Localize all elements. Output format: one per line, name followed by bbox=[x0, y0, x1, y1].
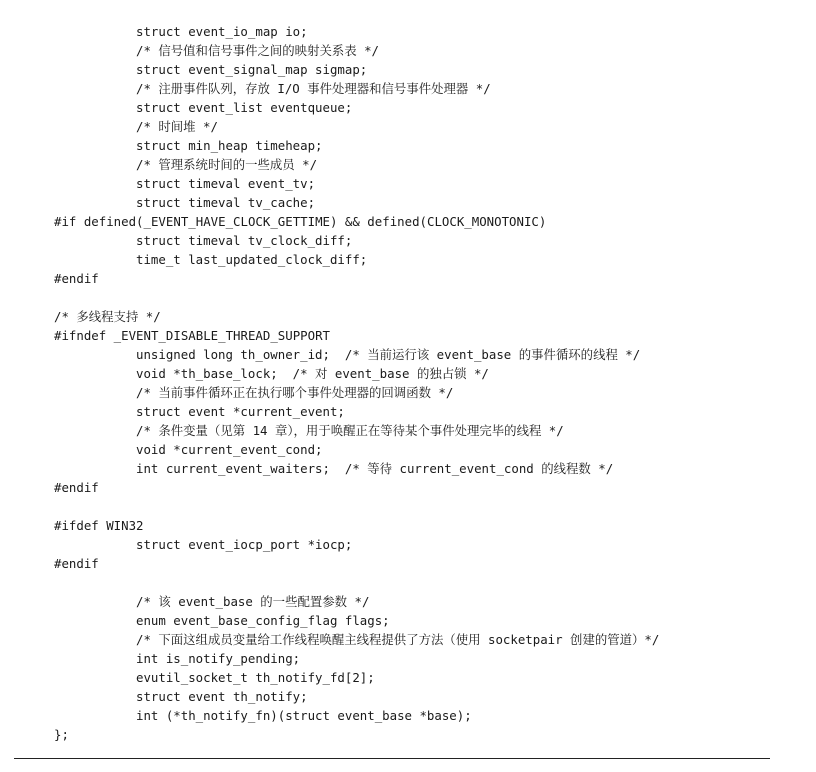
code-line: #if defined(_EVENT_HAVE_CLOCK_GETTIME) && defined(CLOCK_MONOTONIC) bbox=[54, 214, 547, 229]
bottom-rule bbox=[14, 758, 770, 759]
code-line: }; bbox=[54, 727, 69, 742]
code-line: #ifndef _EVENT_DISABLE_THREAD_SUPPORT bbox=[54, 328, 331, 343]
code-line: #endif bbox=[54, 480, 99, 495]
code-line: struct timeval tv_cache; bbox=[136, 195, 316, 210]
code-line: enum event_base_config_flag flags; bbox=[136, 613, 390, 628]
code-line: struct event_signal_map sigmap; bbox=[136, 62, 368, 77]
code-line: struct min_heap timeheap; bbox=[136, 138, 323, 153]
code-line: struct event *current_event; bbox=[136, 404, 345, 419]
code-line: struct event th_notify; bbox=[136, 689, 308, 704]
code-line: unsigned long th_owner_id; /* 当前运行该 event_base 的事件循环的线程 */ bbox=[136, 347, 641, 362]
code-line: struct event_io_map io; bbox=[136, 24, 308, 39]
blank-line bbox=[0, 573, 816, 592]
blank-line bbox=[0, 288, 816, 307]
code-line: evutil_socket_t th_notify_fd[2]; bbox=[136, 670, 375, 685]
code-line: struct event_list eventqueue; bbox=[136, 100, 353, 115]
code-line: int is_notify_pending; bbox=[136, 651, 301, 666]
code-line: /* 注册事件队列，存放 I/O 事件处理器和信号事件处理器 */ bbox=[136, 81, 491, 96]
code-line: #endif bbox=[54, 556, 99, 571]
code-line: /* 管理系统时间的一些成员 */ bbox=[136, 157, 318, 172]
code-line: time_t last_updated_clock_diff; bbox=[136, 252, 368, 267]
code-line: /* 条件变量（见第 14 章），用于唤醒正在等待某个事件处理完毕的线程 */ bbox=[136, 423, 564, 438]
code-line: void *current_event_cond; bbox=[136, 442, 323, 457]
code-line: void *th_base_lock; /* 对 event_base 的独占锁 */ bbox=[136, 366, 489, 381]
code-line: /* 该 event_base 的一些配置参数 */ bbox=[136, 594, 370, 609]
code-line: struct timeval event_tv; bbox=[136, 176, 316, 191]
code-line: /* 时间堆 */ bbox=[136, 119, 218, 134]
code-line: struct event_iocp_port *iocp; bbox=[136, 537, 353, 552]
code-line: #ifdef WIN32 bbox=[54, 518, 144, 533]
code-line: #endif bbox=[54, 271, 99, 286]
code-line: /* 多线程支持 */ bbox=[54, 309, 161, 324]
code-line: struct timeval tv_clock_diff; bbox=[136, 233, 353, 248]
code-listing bbox=[0, 22, 816, 744]
code-line: /* 下面这组成员变量给工作线程唤醒主线程提供了方法（使用 socketpair 创建的管道）*/ bbox=[136, 632, 660, 647]
code-line: /* 当前事件循环正在执行哪个事件处理器的回调函数 */ bbox=[136, 385, 454, 400]
blank-line bbox=[0, 497, 816, 516]
code-line: /* 信号值和信号事件之间的映射关系表 */ bbox=[136, 43, 380, 58]
code-line: int current_event_waiters; /* 等待 current_event_cond 的线程数 */ bbox=[136, 461, 614, 476]
code-line: int (*th_notify_fn)(struct event_base *base); bbox=[136, 708, 472, 723]
